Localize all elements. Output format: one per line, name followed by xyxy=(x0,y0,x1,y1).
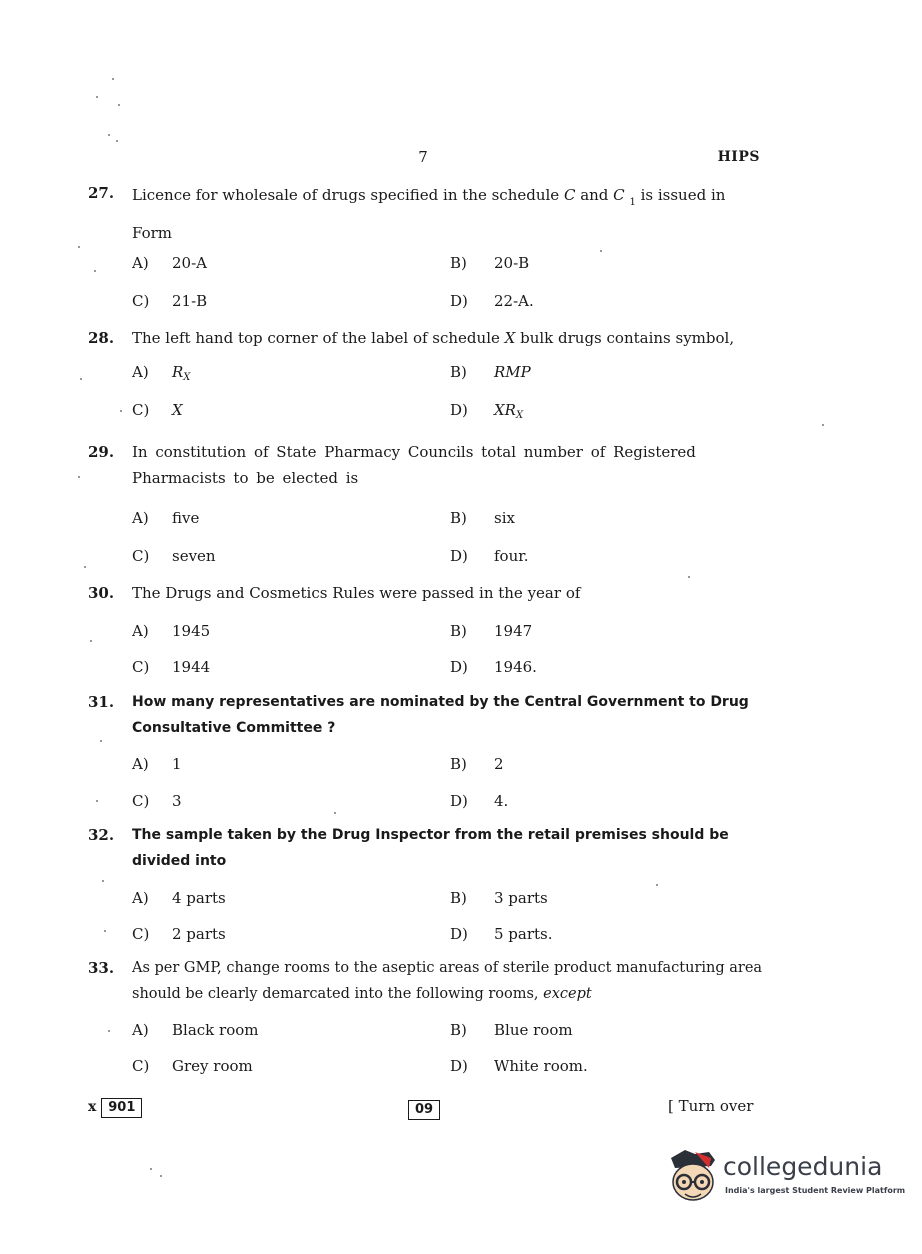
option-a: A) 1 xyxy=(132,755,182,773)
option-c: C) seven xyxy=(132,547,216,565)
question-text: The sample taken by the Drug Inspector from the retail premises should be divided into xyxy=(132,827,729,869)
question-number: 31. xyxy=(88,693,115,711)
option-a: A) 20-A xyxy=(132,254,207,272)
question-30 xyxy=(88,580,768,680)
option-a: A) 4 parts xyxy=(132,889,226,907)
exam-code: HIPS xyxy=(717,149,760,165)
series-prefix: x xyxy=(88,1099,97,1115)
option-d: D) four. xyxy=(450,547,529,565)
question-28 xyxy=(88,325,768,435)
option-b: B) 2 xyxy=(450,755,504,773)
option-c: C) 2 parts xyxy=(132,925,226,943)
option-a: A) $R_X$ xyxy=(132,363,191,383)
brand-tagline: India's largest Student Review Platform xyxy=(725,1186,906,1195)
option-d: D) 1946. xyxy=(450,658,537,676)
question-29 xyxy=(88,439,768,579)
question-text: As per GMP, change rooms to the aseptic areas of sterile product manufacturing area should be clearly demarcated into the following rooms, except xyxy=(132,960,763,1002)
question-text: The left hand top corner of the label of schedule X bulk drugs contains symbol, xyxy=(132,329,735,347)
option-b: B) six xyxy=(450,509,515,527)
booklet-code-box: 901 xyxy=(101,1098,142,1118)
option-c: C) 21-B xyxy=(132,292,208,310)
option-b: B) Blue room xyxy=(450,1021,573,1039)
question-33 xyxy=(88,955,768,1085)
question-31 xyxy=(88,689,768,819)
option-b: B) 20-B xyxy=(450,254,530,272)
question-number: 30. xyxy=(88,584,115,602)
option-a: A) Black room xyxy=(132,1021,259,1039)
option-a: A) five xyxy=(132,509,200,527)
booklet-series xyxy=(88,1098,142,1118)
option-d: D) 22-A. xyxy=(450,292,534,310)
question-text: The Drugs and Cosmetics Rules were passed in the year of xyxy=(132,584,581,602)
option-d: D) $XR_X$ xyxy=(450,401,524,421)
option-d: D) White room. xyxy=(450,1057,588,1075)
question-32 xyxy=(88,822,768,952)
turn-over: [ Turn over xyxy=(668,1097,754,1115)
option-c: C) 3 xyxy=(132,792,182,810)
question-27 xyxy=(88,180,768,340)
option-c: C) 1944 xyxy=(132,658,211,676)
option-a: A) 1945 xyxy=(132,622,211,640)
page-number: 7 xyxy=(418,148,428,166)
brand-name: collegedunia xyxy=(723,1152,883,1181)
question-text: Licence for wholesale of drugs specified in the schedule C and C $_1$ is issued in Form xyxy=(132,186,726,242)
option-d: D) 5 parts. xyxy=(450,925,553,943)
page-box-number: 09 xyxy=(408,1100,440,1120)
mascot-icon xyxy=(665,1148,721,1208)
question-number: 33. xyxy=(88,959,115,977)
option-c: C) Grey room xyxy=(132,1057,253,1075)
option-c: C) X xyxy=(132,401,183,419)
question-text: In constitution of State Pharmacy Councils total number of Registered Pharmacists to be elected is xyxy=(132,443,696,487)
question-number: 27. xyxy=(88,184,115,202)
option-b: B) 3 parts xyxy=(450,889,548,907)
option-b: B) RMP xyxy=(450,363,531,381)
collegedunia-watermark xyxy=(665,1148,906,1208)
page-box xyxy=(408,1098,440,1120)
question-number: 32. xyxy=(88,826,115,844)
option-b: B) 1947 xyxy=(450,622,533,640)
question-text: How many representatives are nominated by the Central Government to Drug Consultative Committee ? xyxy=(132,694,749,736)
question-number: 29. xyxy=(88,443,115,461)
option-d: D) 4. xyxy=(450,792,509,810)
question-number: 28. xyxy=(88,329,115,347)
